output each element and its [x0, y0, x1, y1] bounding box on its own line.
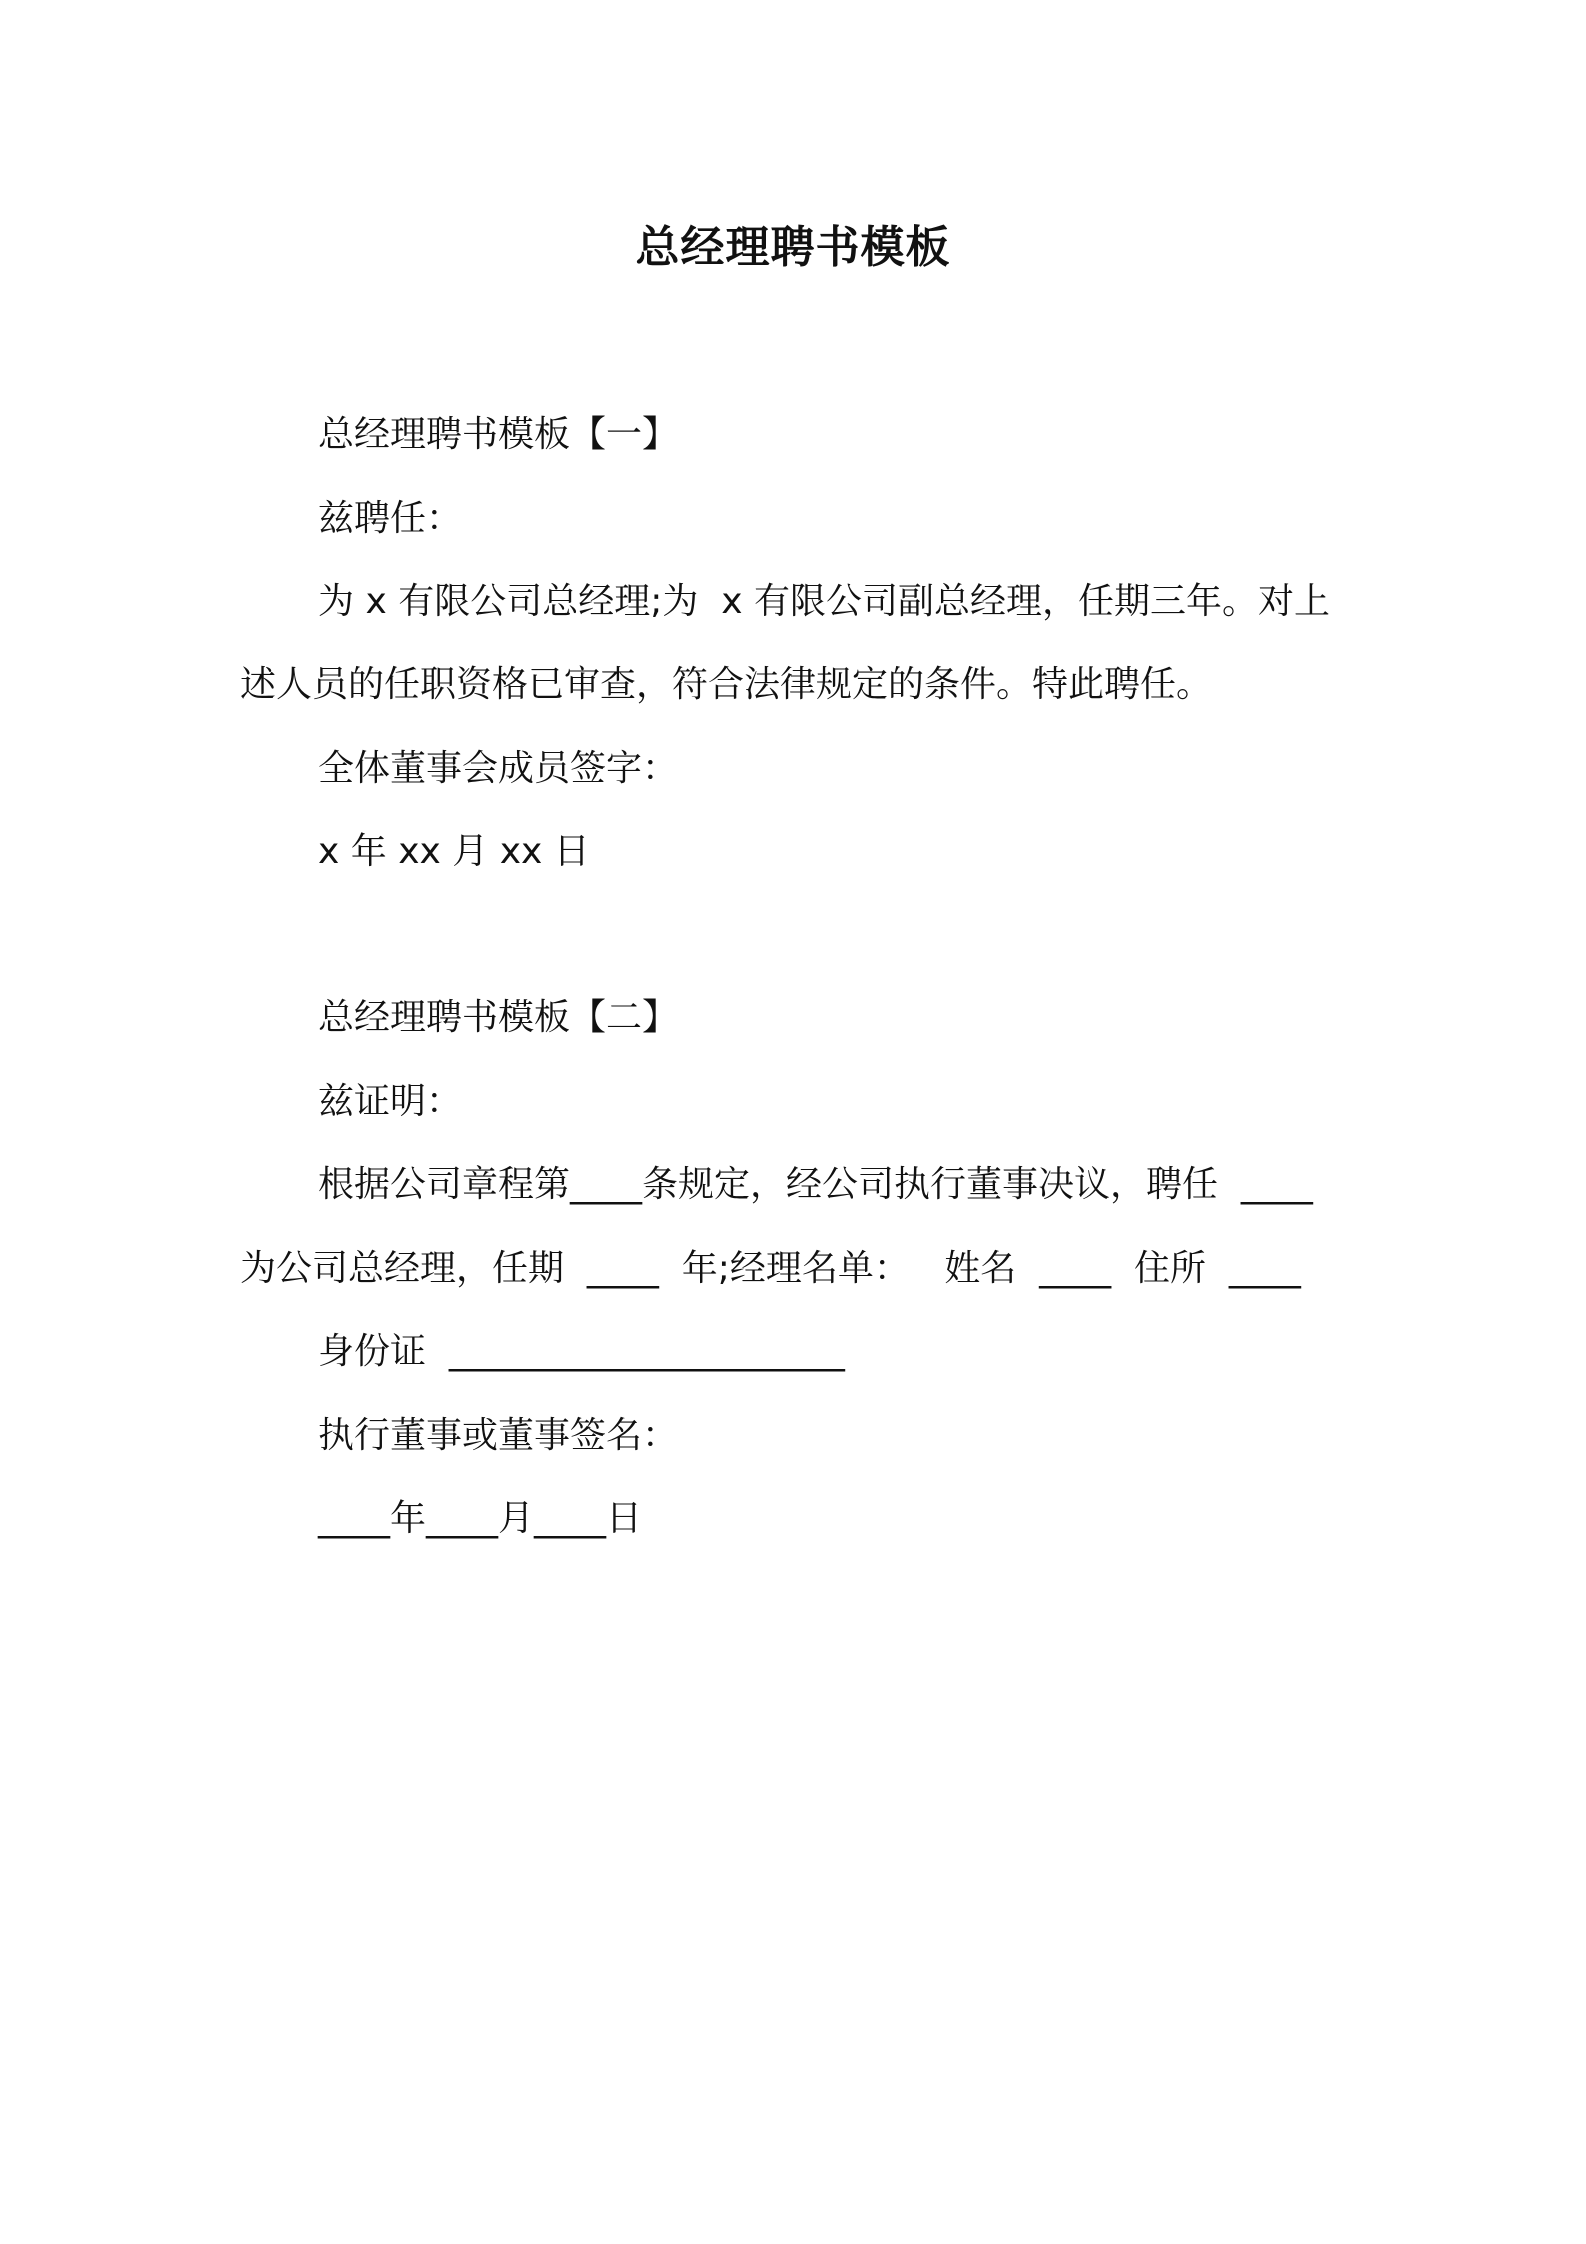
- section2-id-line: 身份证 ______________________: [318, 1331, 845, 1372]
- section2-heading: 总经理聘书模板【二】: [318, 997, 679, 1038]
- section1-date: x 年 xx 月 xx 日: [318, 831, 590, 872]
- section2-opening: 兹证明：: [318, 1081, 463, 1122]
- section1-body-line2: 述人员的任职资格已审查，符合法律规定的条件。特此聘任。: [240, 664, 1213, 705]
- section1-opening: 兹聘任：: [318, 498, 463, 539]
- section2-body-line2: 为公司总经理，任期 ____ 年;经理名单： 姓名 ____ 住所 ____: [240, 1248, 1301, 1289]
- section1-heading: 总经理聘书模板【一】: [318, 414, 679, 455]
- section1-body-line1: 为 x 有限公司总经理;为 x 有限公司副总经理，任期三年。对上: [318, 581, 1330, 622]
- document-title: 总经理聘书模板: [635, 222, 951, 273]
- section2-body-line1: 根据公司章程第____条规定，经公司执行董事决议，聘任 ____: [318, 1164, 1313, 1205]
- section1-signature-label: 全体董事会成员签字：: [318, 748, 679, 789]
- section2-date: ____年____月____日: [318, 1498, 643, 1539]
- section2-signature-label: 执行董事或董事签名：: [318, 1415, 679, 1456]
